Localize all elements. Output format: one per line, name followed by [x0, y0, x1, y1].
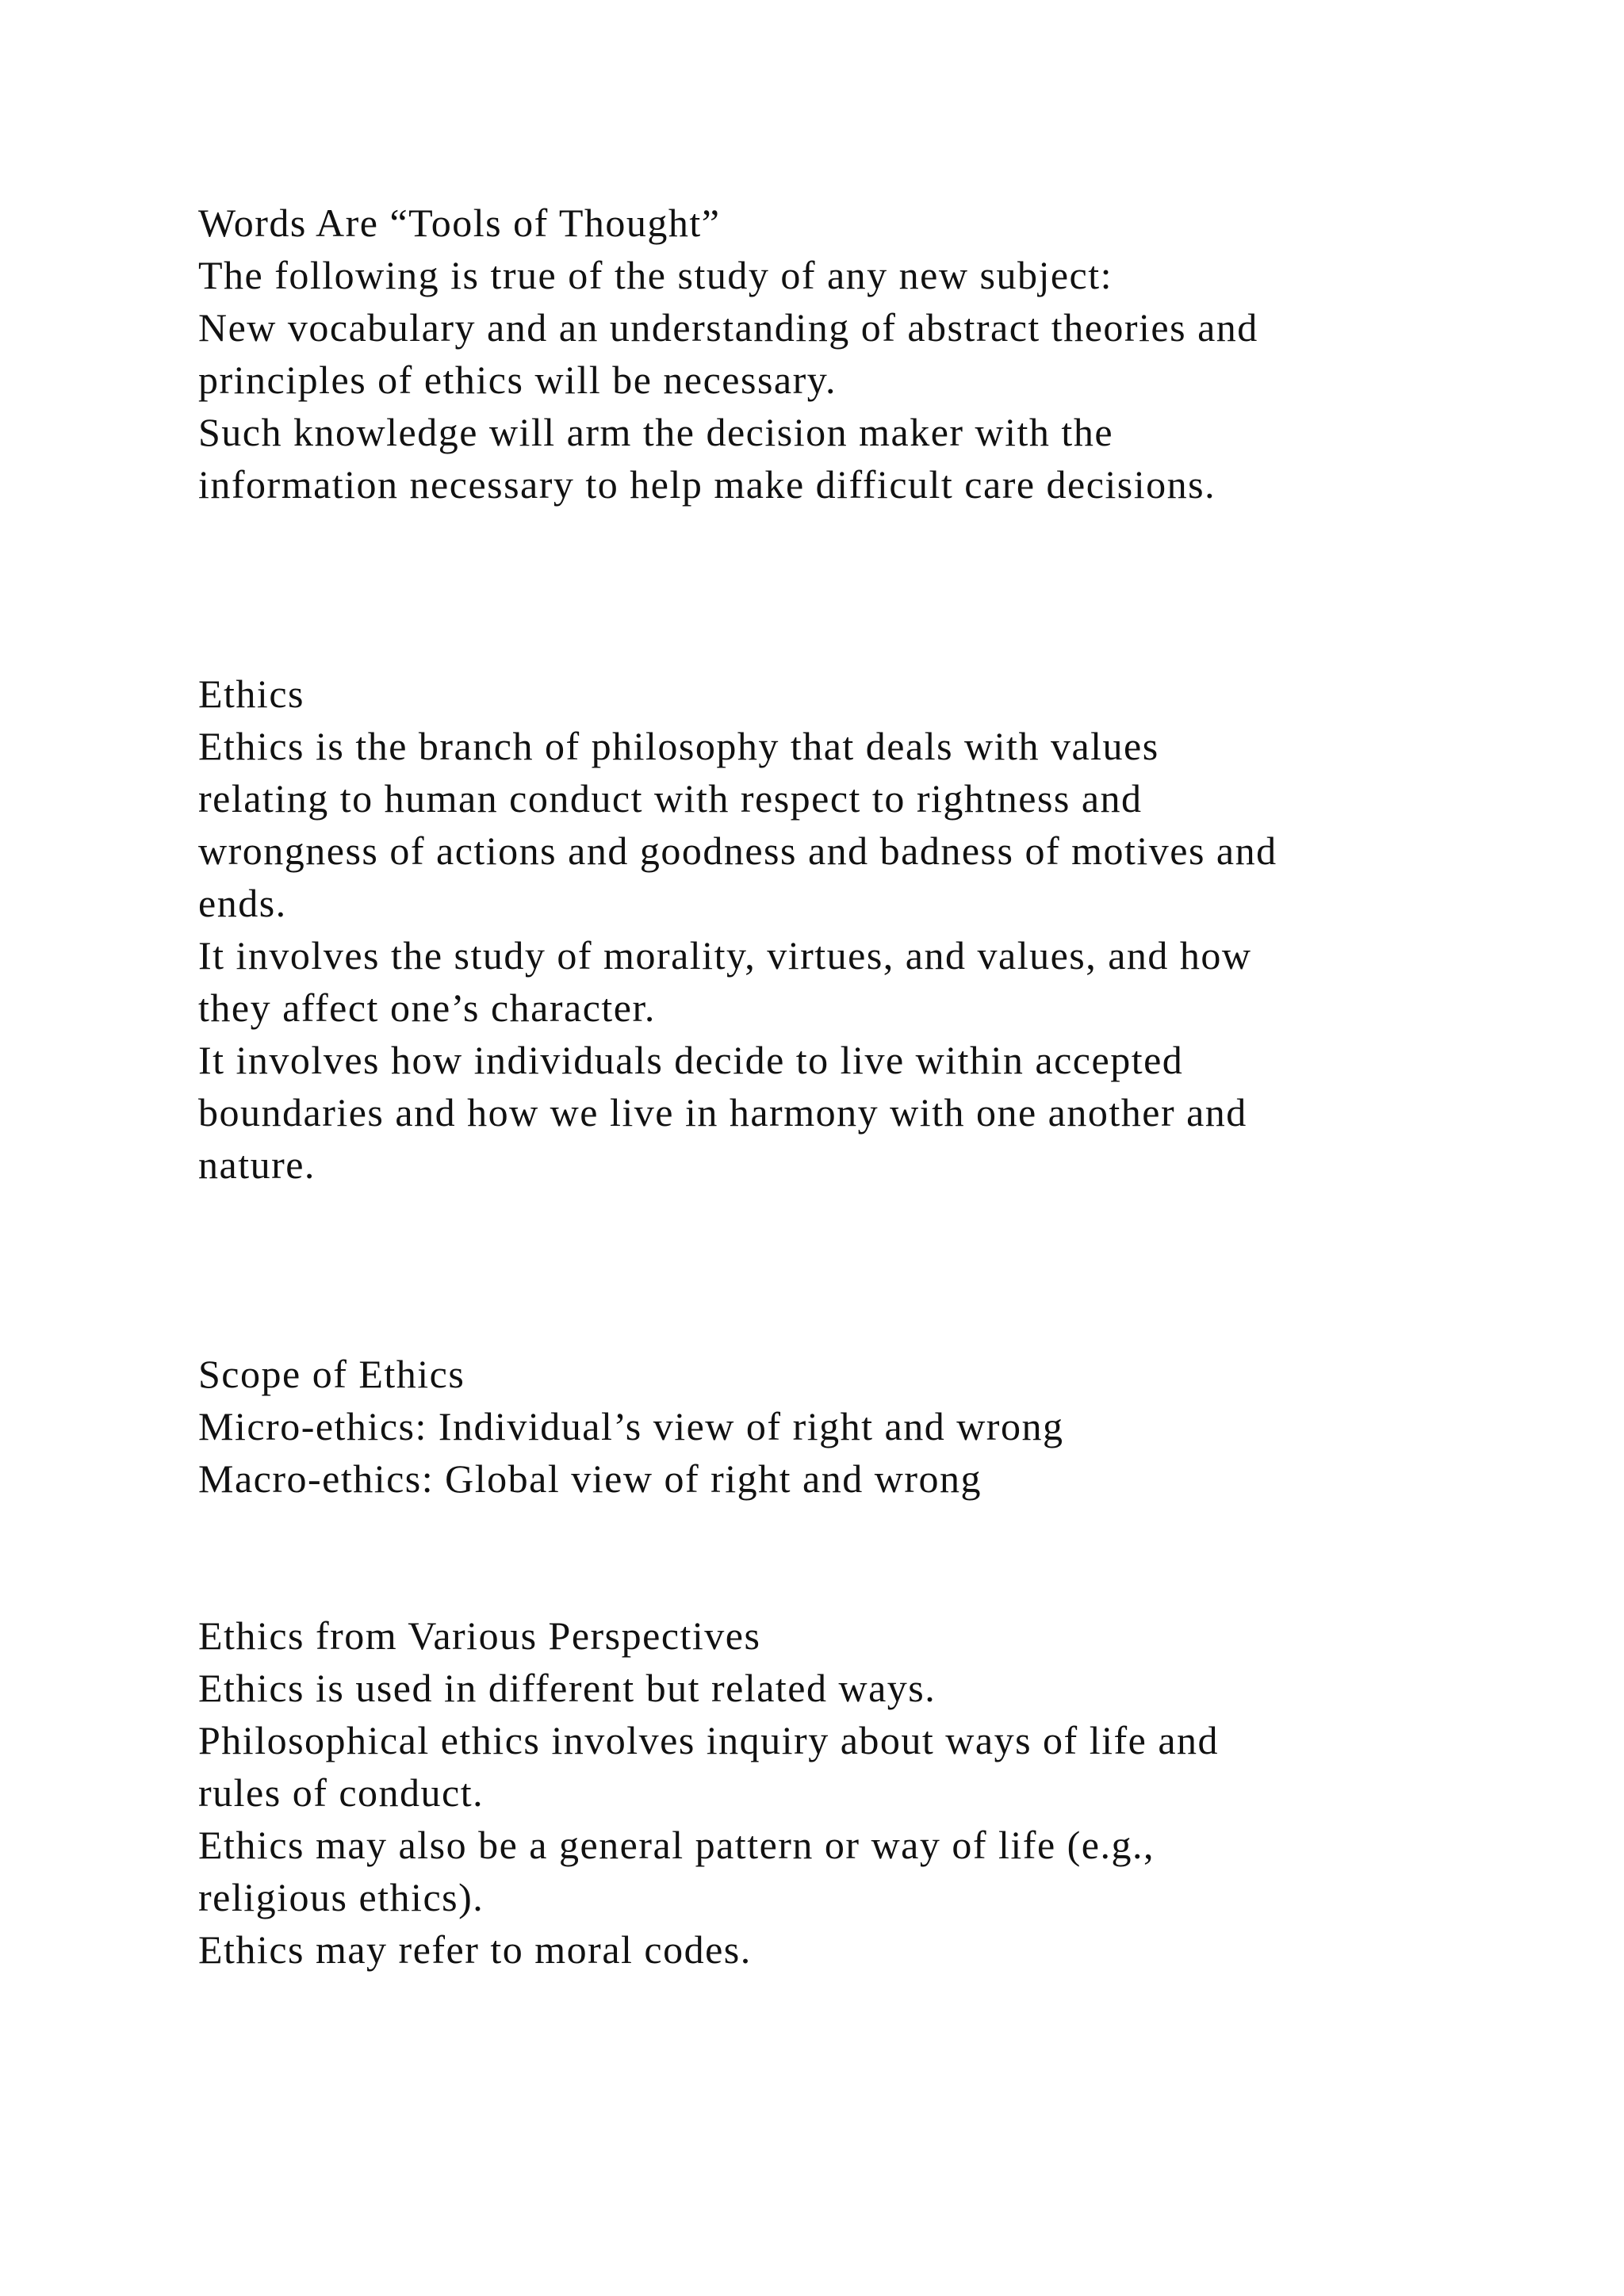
section-heading: Ethics — [198, 672, 304, 716]
section-tools-of-thought — [198, 197, 1467, 511]
section-ethics — [198, 668, 1467, 1191]
section-spacer — [198, 511, 1467, 668]
text-line: Philosophical ethics involves inquiry about ways of life and — [198, 1718, 1220, 1762]
section-ethics-perspectives — [198, 1609, 1467, 1976]
section-heading: Scope of Ethics — [198, 1352, 465, 1396]
section-spacer — [198, 1191, 1467, 1348]
text-line: New vocabulary and an understanding of abstract theories and — [198, 305, 1258, 350]
section-heading: Ethics from Various Perspectives — [198, 1613, 761, 1658]
text-line: It involves how individuals decide to live within accepted — [198, 1038, 1184, 1082]
text-line: Macro-ethics: Global view of right and wrong — [198, 1456, 982, 1501]
text-line: information necessary to help make difficult care decisions. — [198, 462, 1216, 507]
text-line: boundaries and how we live in harmony with one another and — [198, 1090, 1247, 1135]
text-line: Ethics is the branch of philosophy that deals with values — [198, 724, 1159, 768]
text-line: Such knowledge will arm the decision maker with the — [198, 410, 1114, 454]
text-line: principles of ethics will be necessary. — [198, 358, 837, 402]
document-body — [198, 197, 1467, 1976]
text-line: Ethics may refer to moral codes. — [198, 1927, 752, 1972]
text-line: Micro-ethics: Individual’s view of right and wrong — [198, 1404, 1064, 1448]
text-line: rules of conduct. — [198, 1770, 485, 1815]
text-line: they affect one’s character. — [198, 985, 656, 1030]
text-line: Ethics may also be a general pattern or way of life (e.g., — [198, 1823, 1155, 1867]
text-line: wrongness of actions and goodness and badness of motives and — [198, 828, 1277, 873]
section-spacer — [198, 1505, 1467, 1609]
text-line: The following is true of the study of any new subject: — [198, 253, 1113, 297]
text-line: religious ethics). — [198, 1875, 485, 1919]
text-line: ends. — [198, 881, 287, 925]
section-heading: Words Are “Tools of Thought” — [198, 201, 721, 245]
section-scope-of-ethics — [198, 1348, 1467, 1505]
text-line: It involves the study of morality, virtues, and values, and how — [198, 933, 1252, 978]
text-line: relating to human conduct with respect to rightness and — [198, 776, 1143, 821]
text-line: Ethics is used in different but related ways. — [198, 1666, 936, 1710]
text-line: nature. — [198, 1142, 316, 1187]
